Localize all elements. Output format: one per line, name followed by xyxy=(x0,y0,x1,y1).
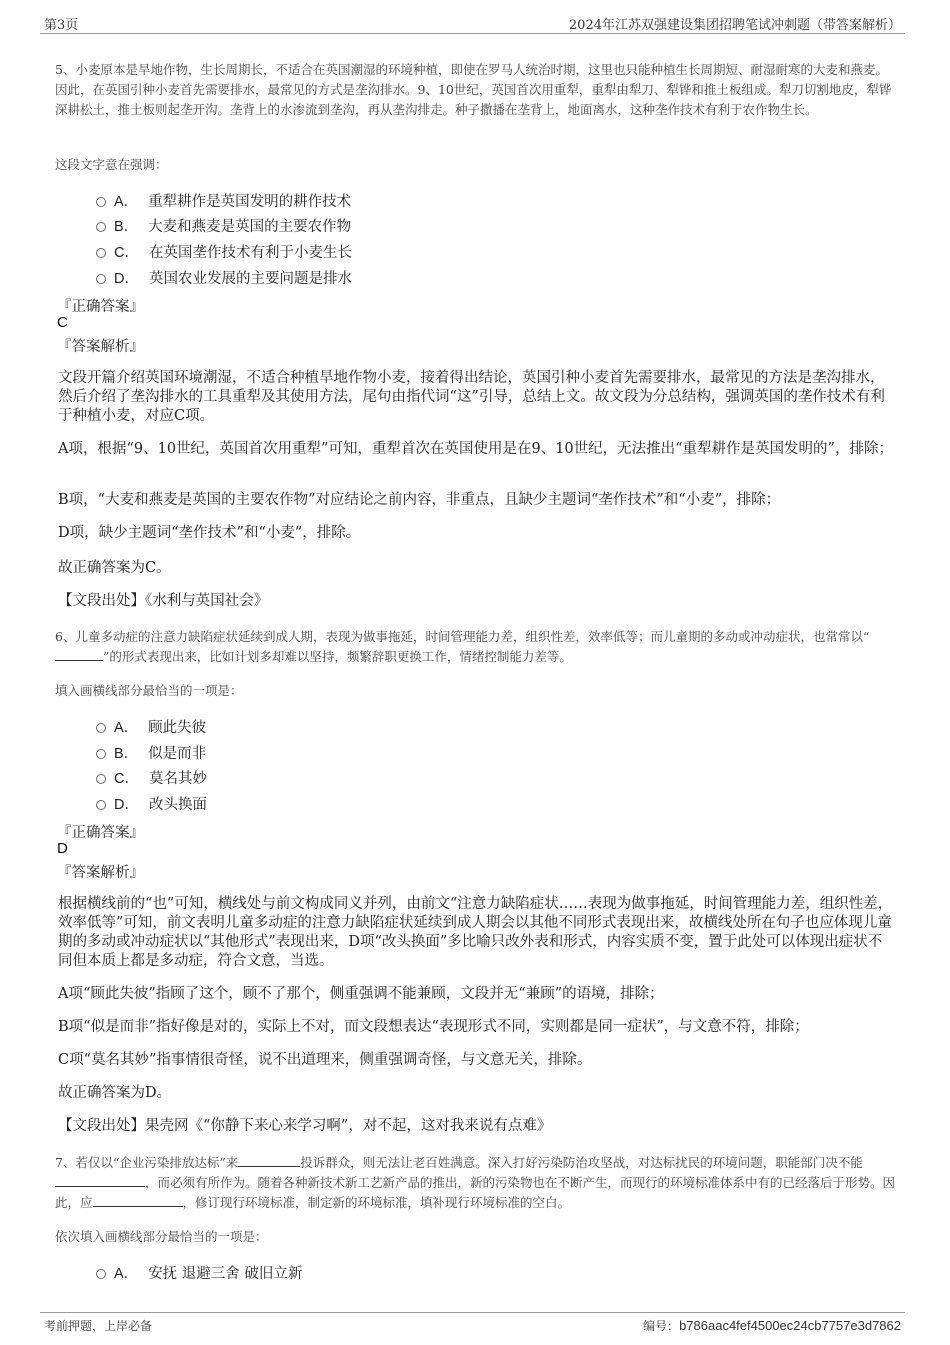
radio-icon[interactable] xyxy=(96,749,106,759)
correct-answer: C xyxy=(57,314,68,331)
question-7-text: 7、若仅以“企业污染排放达标”来 投诉群众，则无法让老百姓满意。深入打好污染防治攻坚战，对达标扰民的环境问题，职能部门决不能，而必须有所作为。随着各种新技术新工艺新产品的推出，新的污染物也在不断产生，而现行的环境标准体系中有的已经落后于形势。因此，应 ，修订现行环境标准，制定新的环境标准，填补现行环境标准的空白。 xyxy=(55,1155,896,1210)
page-footer xyxy=(40,1312,905,1336)
fill-blank xyxy=(55,649,103,661)
question-5-option-c[interactable]: C． 在英国垄作技术有利于小麦生长 xyxy=(96,241,352,262)
question-7-option-a[interactable]: A． 安抚 退避三舍 破旧立新 xyxy=(96,1262,302,1283)
correct-answer: D xyxy=(57,840,68,857)
question-7-prompt: 依次填入画横线部分最恰当的一项是： xyxy=(55,1229,268,1244)
analysis-paragraph: A项“顾此失彼”指顾了这个，顾不了那个，侧重强调不能兼顾，文段并无“兼顾”的语境，排除； xyxy=(58,986,664,1002)
answer-analysis-label: 『答案解析』 xyxy=(57,865,144,881)
question-6-option-c[interactable]: C． 莫名其妙 xyxy=(96,767,207,788)
radio-icon[interactable] xyxy=(96,274,106,284)
fill-blank xyxy=(55,1175,145,1187)
analysis-paragraph: A项，根据“9、10世纪，英国首次用重犁”可知，重犁首次在英国使用是在9、10世纪，无法推出“重犁耕作是英国发明的”，排除； xyxy=(58,441,893,457)
question-5-option-d[interactable]: D． 英国农业发展的主要问题是排水 xyxy=(96,267,352,288)
analysis-paragraph: B项，“大麦和燕麦是英国的主要农作物”对应结论之前内容，非重点，且缺少主题词“垄作技术”和“小麦”，排除； xyxy=(58,492,781,508)
source-citation: 【文段出处】《水利与英国社会》 xyxy=(58,593,269,609)
document-title: 2024年江苏双强建设集团招聘笔试冲刺题（带答案解析） xyxy=(568,18,901,33)
radio-icon[interactable] xyxy=(96,197,106,207)
question-6-option-d[interactable]: D． 改头换面 xyxy=(96,793,207,814)
analysis-paragraph: 根据横线前的“也”可知，横线处与前文构成同义并列，由前文“注意力缺陷症状……表现为做事拖延，时间管理能力差，组织性差，效率低等”可知，前文表明儿童多动症的注意力缺陷症状延续到成人期会以其他不同形式表现出来，故横线处所在句子也应体现儿童期的多动或冲动症状以“其他形式”表现出来，D项“改头换面”多比喻只改外表和形式，内容实质不变，置于此处可以体现出症状不同但本质上都是多动症，符合文意，当选。 xyxy=(58,896,893,969)
page-header xyxy=(40,12,905,34)
question-5-prompt: 这段文字意在强调： xyxy=(55,157,168,172)
analysis-conclusion: 故正确答案为C。 xyxy=(58,560,171,576)
question-6-text: 6、儿童多动症的注意力缺陷症状延续到成人期，表现为做事拖延，时间管理能力差，组织性差，效率低等；而儿童期的多动或冲动症状，也常常以“”的形式表现出来，比如计划多却难以坚持，频繁辞职更换工作，情绪控制能力差等。 xyxy=(55,629,870,664)
analysis-conclusion: 故正确答案为D。 xyxy=(58,1085,172,1101)
fill-blank xyxy=(238,1155,300,1167)
question-6-prompt: 填入画横线部分最恰当的一项是： xyxy=(55,683,243,698)
answer-analysis-label: 『答案解析』 xyxy=(57,339,144,355)
fill-blank xyxy=(93,1195,183,1207)
question-6-option-b[interactable]: B． 似是而非 xyxy=(96,742,206,763)
radio-icon[interactable] xyxy=(96,723,106,733)
radio-icon[interactable] xyxy=(96,222,106,232)
question-5-text: 5、小麦原本是旱地作物，生长周期长，不适合在英国潮湿的环境种植，即使在罗马人统治时期，这里也只能种植生长周期短、耐湿耐寒的大麦和燕麦。因此，在英国引种小麦首先需要排水，最常见的方式是垄沟排水。9、10世纪，英国首次用重犁，重犁由犁刀、犁铧和推土板组成。犁刀切割地皮，犁铧深耕松土，推土板则起垄开沟。垄背上的水渗流到垄沟，再从垄沟排走。种子撒播在垄背上，地面离水，这种垄作技术有利于农作物生长。 xyxy=(55,62,892,117)
question-5-option-b[interactable]: B． 大麦和燕麦是英国的主要农作物 xyxy=(96,215,351,236)
analysis-paragraph: 文段开篇介绍英国环境潮湿，不适合种植旱地作物小麦，接着得出结论，英国引种小麦首先需要排水，最常见的方法是垄沟排水，然后介绍了垄沟排水的工具重犁及其使用方法，尾句由指代词“这”引导，总结上文。故文段为分总结构，强调英国的垄作技术有利于种植小麦，对应C项。 xyxy=(58,370,885,424)
correct-answer-label: 『正确答案』 xyxy=(57,825,144,841)
footer-slogan: 考前押题，上岸必备 xyxy=(44,1319,153,1333)
question-5-option-a[interactable]: A． 重犁耕作是英国发明的耕作技术 xyxy=(96,190,351,211)
radio-icon[interactable] xyxy=(96,774,106,784)
analysis-paragraph: B项“似是而非”指好像是对的，实际上不对，而文段想表达“表现形式不同，实则都是同一症状”，与文意不符，排除； xyxy=(58,1019,809,1035)
correct-answer-label: 『正确答案』 xyxy=(57,299,144,315)
radio-icon[interactable] xyxy=(96,1269,106,1279)
analysis-paragraph: D项，缺少主题词“垄作技术”和“小麦”，排除。 xyxy=(58,525,361,541)
question-6-option-a[interactable]: A． 顾此失彼 xyxy=(96,716,206,737)
source-citation: 【文段出处】果壳网《“你静下来心来学习啊”，对不起，这对我来说有点难》 xyxy=(58,1118,552,1134)
page-number: 第3页 xyxy=(44,18,79,33)
radio-icon[interactable] xyxy=(96,248,106,258)
document-id: 编号：b786aac4fef4500ec24cb7757e3d7862 xyxy=(643,1318,901,1333)
analysis-paragraph: C项“莫名其妙”指事情很奇怪，说不出道理来，侧重强调奇怪，与文意无关，排除。 xyxy=(58,1052,592,1068)
radio-icon[interactable] xyxy=(96,800,106,810)
